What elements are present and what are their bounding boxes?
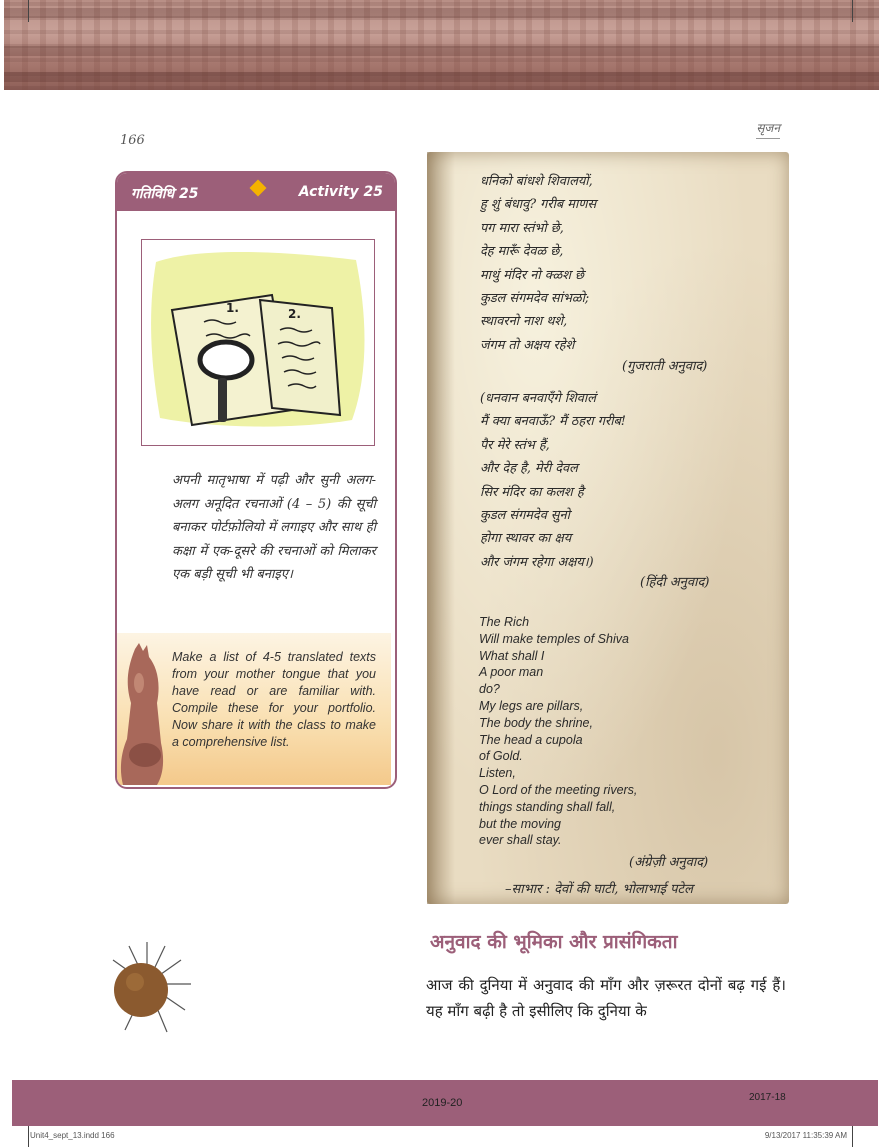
poem-hindi-tag: (हिंदी अनुवाद) — [640, 575, 710, 590]
paper-mark-1: 1. — [226, 301, 239, 315]
crop-mark — [28, 0, 29, 22]
activity-label-hindi: गतिविधि 25 — [131, 186, 199, 202]
sun-ornament-icon — [105, 938, 195, 1038]
page-number: 166 — [120, 133, 145, 148]
activity-text-hindi: अपनी मातृभाषा में पढ़ी और सुनी अलग-अलग अनूदित रचनाओं (4 – 5) की सूची बनाकर पोर्टफ़ोलियो में लगाइए और साथ ही कक्षा में एक-दूसरे की रचनाओं को मिलाकर एक बड़ी सूची भी बनाइए। — [172, 473, 376, 582]
crop-mark — [28, 1125, 29, 1147]
crop-mark — [852, 0, 853, 22]
activity-box — [115, 171, 397, 789]
terracotta-horse-icon — [117, 643, 169, 785]
papers-magnifier-icon — [142, 240, 374, 445]
section-body-text: आज की दुनिया में अनुवाद की माँग और ज़रूरत दोनों बढ़ गई हैं। यह माँग बढ़ी है तो इसीलिए कि दुनिया के — [426, 976, 786, 1020]
paper-edge-shadow — [427, 152, 455, 904]
footer-year: 2019-20 — [422, 1097, 463, 1109]
print-slug-right: 9/13/2017 11:35:39 AM — [764, 1131, 847, 1140]
poem-hindi: (धनवान बनवाएँगे शिवालं मैं क्या बनवाऊँ? मैं ठहरा गरीब! पैर मेरे स्तंभ हैं, और देह है, मेरी देवल सिर मंदिर का कलश है कुडल संगमदेव सुनो होगा स्थावर का क्षय और जंगम रहेगा अक्षय।) — [480, 391, 626, 570]
poem-gujarati-tag: (गुजराती अनुवाद) — [622, 359, 708, 374]
poem-english-tag: (अंग्रेज़ी अनुवाद) — [629, 855, 709, 870]
paper-mark-2: 2. — [288, 307, 301, 321]
poem-credit: –साभार : देवों की घाटी, भोलाभाई पटेल — [505, 882, 693, 897]
poem-english: The Rich Will make temples of Shiva What shall I A poor man do? My legs are pillars, The body the shrine, The head a cupola of Gold. Listen, O Lord of the meeting rivers, things standing shall fall, but the moving ever shall stay. — [479, 615, 638, 848]
poem-gujarati: धनिको बांधशे शिवालयों, हु शुं बंधावु? गरीब माणस पग मारा स्तंभो छे, देह मारूँ देवळ छे, माथुं मंदिर नो क्ळश छे कुडल संगमदेव सांभळो; स्थावरनो नाश थशे, जंगम तो अक्षय रहेशे — [480, 174, 597, 353]
diamond-icon — [250, 180, 267, 197]
crop-mark — [852, 1125, 853, 1147]
activity-header — [117, 173, 395, 211]
print-slug-left: Unit4_sept_13.indd 166 — [30, 1131, 115, 1140]
footer-band — [12, 1080, 878, 1126]
activity-illustration — [141, 239, 375, 446]
header-banner-image — [4, 0, 879, 90]
section-heading: अनुवाद की भूमिका और प्रासंगिकता — [430, 931, 678, 953]
activity-label-english: Activity 25 — [298, 184, 383, 200]
running-head: सृजन — [756, 119, 780, 139]
footer-year-small: 2017-18 — [749, 1092, 786, 1103]
activity-text-english: Make a list of 4-5 translated texts from your mother tongue that you have read or are familiar with. Compile these for your portfolio. Now share it with the class to make a comprehensive list. — [172, 650, 376, 749]
